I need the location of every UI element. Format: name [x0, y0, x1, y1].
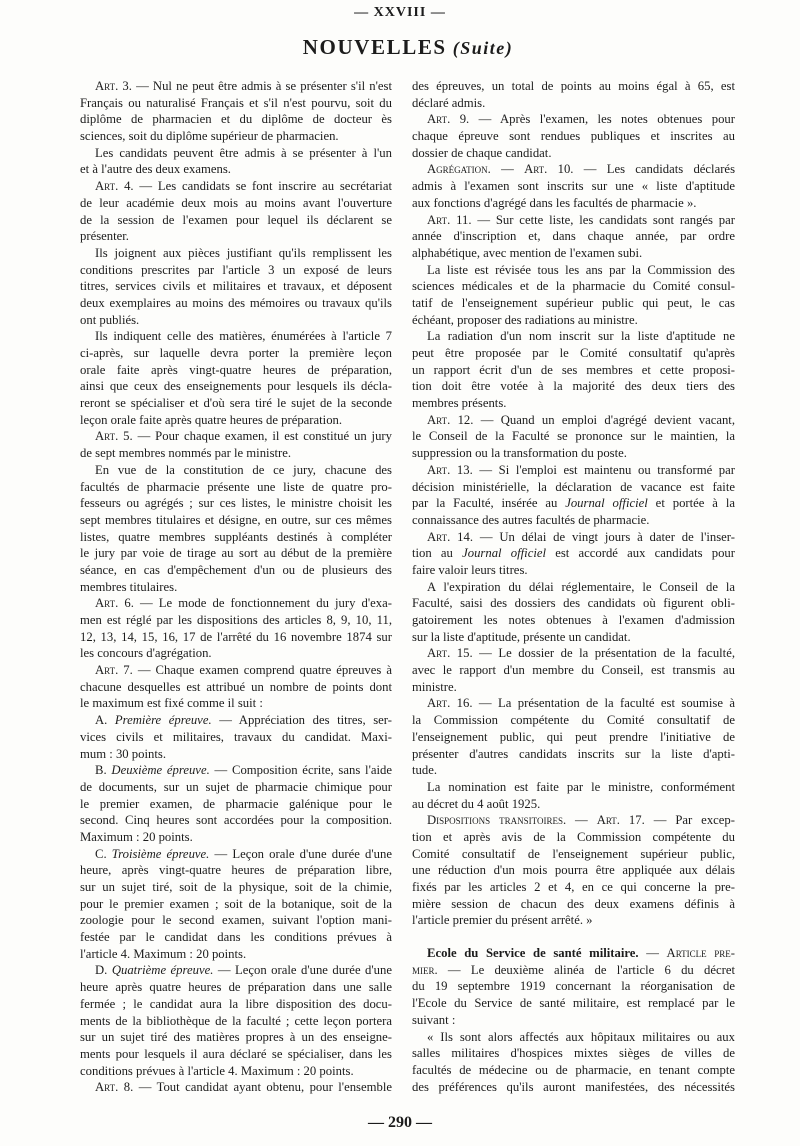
text-line: 12, 13, 14, 15, 16, 17 de l'arrêté du 16 novembre 1874 sur [80, 629, 392, 644]
small-caps-text: Agrégation. [427, 162, 491, 177]
text-line: heure après quatre heures de préparation dans une salle [80, 980, 392, 995]
text-run: — Pour chaque examen, il est constitué un jury [132, 429, 392, 444]
text-run: est accordé aux candidats pour [546, 546, 735, 561]
text-line: échéant, proposer des radiations au ministre. [412, 312, 638, 327]
text-line: men est réglé par les dispositions des articles 8, 9, 10, 11, [80, 613, 392, 627]
paragraph [80, 145, 392, 178]
small-caps-text: Art. 11. [427, 212, 472, 227]
paragraph [80, 78, 392, 145]
text-run: — Le dossier de la présentation de la faculté, [472, 646, 735, 661]
text-line: de la session de l'examen pour lequel ils déclarent se [80, 212, 392, 227]
text-line: deux exemplaires au moins des mémoires ou travaux qu'ils [80, 295, 392, 310]
paragraph [412, 779, 735, 812]
text-line: second. Cinq heures sont accordées pour la composition. [80, 813, 392, 828]
text-line: du 19 septembre 1919 concernant la réorganisation de [412, 979, 735, 994]
text-line: conditions prévues à l'article 4. Maximum : 20 points. [80, 1063, 354, 1078]
text-line: de documents, sur un sujet de pharmacie chimique pour [80, 779, 392, 794]
text-line [412, 812, 735, 829]
paragraph [412, 1029, 735, 1096]
small-caps-text: mier. [412, 962, 438, 977]
text-line [412, 529, 735, 546]
text-line [412, 462, 735, 479]
paragraph [412, 212, 735, 262]
text-line: déclaré admis. [412, 95, 486, 110]
text-run: — [638, 946, 667, 961]
text-line: reront se spécialiser et d'où sera tiré le sujet de la seconde [80, 396, 392, 411]
paragraph [80, 762, 392, 845]
text-run: — La présentation de la faculté est soumise à [472, 696, 735, 711]
text-line: des épreuves, un total de points au moins égal à 65, est [412, 79, 735, 93]
folio-header: — XXVIII — [354, 5, 446, 20]
text-line: l'article premier du présent arrêté. » [412, 913, 593, 928]
text-line: La nomination est faite par le ministre, conformément [427, 779, 735, 794]
text-line: tude. [412, 763, 438, 778]
text-line: La radiation d'un nom inscrit sur la liste d'aptitude ne [427, 329, 735, 344]
title-suffix: (Suite) [452, 38, 514, 58]
text-run: C. [95, 846, 112, 861]
text-line: Ils indiquent celle des matières, énumérées à l'article 7 [95, 329, 392, 344]
text-line: le Conseil de la Faculté se prononce sur le maintien, la [412, 429, 735, 444]
text-line: de leur académie deux mois au moins avant l'ouverture [80, 195, 392, 210]
text-line: heure, après vingt-quatre heures de préparation libre, [80, 863, 392, 878]
paragraph [80, 846, 392, 963]
text-line: mum : 30 points. [80, 746, 166, 761]
paragraph [80, 245, 392, 328]
text-line: ments pour lesquels il aura déclaré se spécialiser, dans les [80, 1046, 392, 1061]
paragraph [80, 428, 392, 461]
text-line: Faculté, saisi des dossiers des candidats où figurent obli- [412, 596, 735, 611]
small-caps-text: Art. 10. [524, 162, 574, 177]
text-line: sciences, soit du diplôme supérieur de pharmacien. [80, 129, 339, 144]
section-title [8, 35, 800, 60]
small-caps-text: Art. 6. [95, 596, 134, 611]
text-line: une réduction d'un mois pourra être appliquée aux délais [412, 863, 735, 878]
text-run: D. [95, 963, 112, 978]
text-line: le jury par voie de tirage au sort au début de la première [80, 546, 392, 561]
small-caps-text: Dispositions transitoires. [427, 813, 567, 828]
text-line: tatif de l'enseignement supérieur public qui peut, le cas [412, 295, 735, 310]
paragraph [80, 662, 392, 712]
text-run: — Les candidats déclarés [573, 162, 735, 177]
text-line: diplôme de pharmacien et du diplôme de docteur ès [80, 112, 392, 127]
text-line: Ils joignent aux pièces justifiant qu'ils remplissent les [95, 245, 392, 260]
text-line [412, 695, 735, 712]
paragraph [80, 462, 392, 596]
text-line: fixés par les articles 2 et 4, en ce qui concerne la pre- [412, 880, 735, 894]
text-line: pour le premier examen ; soit de la botanique, soit de la [80, 896, 392, 911]
text-line: zoologie pour le second examen, suivant l'option mani- [80, 913, 392, 928]
paragraph [412, 462, 735, 529]
text-line: chaque épreuve sont rendues publiques et inscrites au [412, 129, 735, 144]
text-line: un rapport écrit d'un de ses membres et cette proposi- [412, 362, 735, 377]
text-line [80, 962, 392, 979]
paragraph [412, 945, 735, 1028]
text-run: — Sur cette liste, les candidats sont rangés par [471, 212, 735, 227]
paragraph [80, 595, 392, 662]
text-run: — Tout candidat ayant obtenu, pour l'ensemble [133, 1080, 392, 1095]
text-line: Maximum : 20 points. [80, 829, 193, 844]
text-line: A l'expiration du délai réglementaire, le Conseil de la [427, 579, 735, 594]
paragraph [80, 712, 392, 762]
text-line: faire valoir leurs titres. [412, 562, 528, 577]
text-run: — Chaque examen comprend quatre épreuves à [132, 663, 392, 678]
paragraph [412, 529, 735, 579]
paragraph [80, 178, 392, 245]
text-run: — Un délai de vingt jours à dater de l'inser- [473, 529, 735, 544]
text-line: facultés de médecine ou de pharmacie, en tenant compte [412, 1062, 735, 1077]
text-line: la Commission compétente du Comité consultatif de [412, 713, 735, 728]
text-line: les concours d'agrégation. [80, 646, 212, 661]
paragraph [412, 812, 735, 929]
text-run: — Par excep- [644, 813, 735, 828]
text-line [80, 1079, 392, 1096]
paragraph [80, 962, 392, 1079]
text-line: présenter. [80, 229, 129, 244]
text-line: fermée ; le candidat aura la libre disposition des docu- [80, 996, 392, 1011]
text-run: — [566, 813, 597, 828]
text-line: des préférences qu'ils auront manifestées, des nécessités [412, 1079, 735, 1094]
text-line: de sept membres nommés par le ministre. [80, 446, 292, 461]
text-line: et à l'autre des deux examens. [80, 162, 231, 177]
text-section [80, 78, 392, 1096]
page-number: — 290 — [368, 1114, 432, 1131]
text-section-2 [412, 945, 735, 1095]
text-run: — Leçon orale d'une durée d'une [213, 963, 392, 978]
text-line: l'enseignement public, qui peut prendre l'initiative de [412, 729, 735, 744]
text-line: sur un sujet tiré, soit de la physique, soit de la chimie, [80, 880, 392, 894]
text-run: — Nul ne peut être admis à se présenter s'il n'est [131, 79, 392, 93]
title-text: NOUVELLES [302, 35, 447, 59]
text-line: présenter d'autres candidats inscrits sur la liste d'apti- [412, 746, 735, 761]
text-line: ments de la bibliothèque de la faculté ; cette leçon portera [80, 1013, 392, 1028]
text-line: « Ils sont alors affectés aux hôpitaux militaires ou aux [427, 1029, 735, 1044]
text-line [412, 161, 735, 178]
text-run: — Si l'emploi est maintenu ou transformé par [472, 462, 735, 477]
text-run: — Leçon orale d'une durée d'une [209, 846, 392, 861]
text-line: festée par le candidat dans les conditions prévues à [80, 930, 392, 945]
text-line: orale faite après vingt-quatre heures de préparation, [80, 362, 392, 377]
small-caps-text: Art. 17. [596, 813, 645, 828]
bold-heading: Ecole du Service de santé militaire. [427, 946, 639, 961]
text-line [412, 412, 735, 429]
text-line: ainsi que ceux des enseignements pour lesquels ils décla- [80, 379, 392, 394]
text-run: — Quand un emploi d'agrégé devient vacant, [473, 412, 735, 427]
paragraph [412, 328, 735, 411]
text-line [80, 662, 392, 679]
text-line: facultés de pharmacie présente une liste de quatre pro- [80, 479, 392, 494]
text-line: sept membres titulaires et désigne, en outre, sur ces mêmes [80, 512, 392, 527]
text-line: sur un sujet tiré des matières propres à un des enseigne- [80, 1030, 392, 1045]
text-line: ministre. [412, 679, 457, 694]
text-line [412, 545, 735, 562]
text-line [80, 595, 392, 612]
text-line: connaissance des autres facultés de pharmacie. [412, 512, 650, 527]
text-line: suppression ou la transformation du poste. [412, 446, 627, 461]
paragraph [412, 111, 735, 161]
text-line: ci-après, sur laquelle devra porter la première leçon [80, 346, 392, 360]
text-line [80, 428, 392, 445]
text-line: le maximum est fixé comme il suit : [80, 696, 263, 711]
text-line: chacune desquelles est attribué un nombre de points dont [80, 679, 392, 694]
text-line: titres, services civils et militaires et travaux, et déposent [80, 279, 392, 294]
text-line [80, 762, 392, 779]
text-line: La liste est révisée tous les ans par la Commission des [427, 262, 735, 277]
text-line [80, 178, 392, 195]
text-line: listes, quatre membres suppléants destinés à compléter [80, 529, 392, 544]
small-caps-text: Art. 12. [427, 412, 474, 427]
small-caps-text: Art. 7. [95, 663, 133, 678]
right-column [412, 78, 735, 1095]
text-line: au décret du 4 août 1925. [412, 796, 541, 811]
text-line: peut être proposée par le Comité consultatif qu'après [412, 346, 735, 360]
paragraph [412, 645, 735, 695]
text-line: Comité consultatif de l'enseignement supérieur public, [412, 846, 735, 861]
text-line: conditions prescrites par l'article 3 un exposé de leurs [80, 262, 392, 277]
small-caps-text: Art. 14. [427, 529, 473, 544]
text-line: mière session de chacun des deux examens définis à [412, 896, 735, 911]
italic-text: Journal officiel [565, 496, 648, 511]
text-line [412, 945, 735, 962]
text-line [412, 495, 735, 512]
text-run: par la Faculté, insérée au [412, 496, 566, 511]
text-line: tion doit être votée à la majorité des deux tiers des [412, 379, 735, 394]
small-caps-text: Art. 15. [427, 646, 473, 661]
text-line: vices civils et militaires, travaux du candidat. Maxi- [80, 729, 392, 744]
text-section [412, 78, 735, 929]
text-line: décision ministérielle, la déclaration de vacance est faite [412, 479, 735, 494]
text-line: fesseurs ou agrégés ; sur ces listes, le ministre choisit les [80, 496, 392, 511]
paragraph [412, 161, 735, 211]
paragraph [80, 328, 392, 428]
small-caps-text: Art. 5. [95, 429, 133, 444]
text-line [412, 212, 735, 229]
text-line: membres titulaires. [80, 579, 178, 594]
text-line [80, 78, 392, 95]
text-line: aux fonctions d'agrégé dans les facultés de pharmacie ». [412, 195, 697, 210]
text-run: A. [95, 713, 115, 728]
italic-text: Troisième épreuve. [111, 846, 210, 861]
small-caps-text: Art. 16. [427, 696, 473, 711]
small-caps-text: Art. 9. [427, 112, 470, 127]
text-run: B. [95, 763, 112, 778]
small-caps-text: Art. 4. [95, 179, 134, 194]
text-line: sur la liste d'aptitude, présente un candidat. [412, 629, 631, 644]
text-line: alphabétique, avec mention de l'examen subi. [412, 245, 643, 260]
text-line: l'article 4. Maximum : 20 points. [80, 946, 247, 961]
paragraph [80, 1079, 392, 1096]
text-line: membres présents. [412, 396, 507, 411]
text-line: admis à l'examen sont inscrits sur une « liste d'aptitude [412, 179, 735, 194]
text-run: — Le deuxième alinéa de l'article 6 du décret [437, 962, 735, 977]
text-line: tion et après avis de la Commission compétente du [412, 829, 735, 844]
text-run: — Le mode de fonctionnement du jury d'exa- [133, 596, 392, 611]
text-line: année d'inscription et, dans chaque année, par ordre [412, 229, 735, 244]
paragraph [412, 695, 735, 778]
text-run: tion au [412, 546, 463, 561]
text-line [412, 962, 735, 979]
text-line: salles militaires d'hospices mixtes sièges de villes de [412, 1046, 735, 1061]
text-line [412, 111, 735, 128]
text-line [412, 645, 735, 662]
text-run: — [490, 162, 525, 177]
paragraph [412, 579, 735, 646]
text-line [80, 846, 392, 863]
text-line: Les candidats peuvent être admis à se présenter à l'un [95, 145, 392, 160]
text-line: dossier de chaque candidat. [412, 145, 552, 160]
text-line: En vue de la constitution de ce jury, chacune des [95, 462, 392, 477]
text-run: — Composition écrite, sans l'aide [209, 763, 392, 778]
italic-text: Deuxième épreuve. [111, 763, 210, 778]
text-line: gatoirement les notes obtenues à l'examen d'admission [412, 613, 735, 627]
paragraph [412, 412, 735, 462]
text-run: et portée à la [647, 496, 735, 511]
text-line: l'Ecole du Service de santé militaire, est remplacé par le [412, 996, 735, 1011]
text-run: — Appréciation des titres, ser- [211, 713, 392, 728]
text-line: suivant : [412, 1012, 456, 1027]
text-run: — Après l'examen, les notes obtenues pour [469, 112, 735, 127]
text-line: séance, en cas d'empêchement d'un ou de plusieurs des [80, 562, 392, 577]
text-line: le premier examen, de pharmacie galénique pour le [80, 796, 392, 811]
small-caps-text: Art. 3. [95, 79, 132, 93]
text-line [80, 712, 392, 729]
italic-text: Journal officiel [462, 546, 547, 561]
text-run: — Les candidats se font inscrire au secrétariat [133, 179, 392, 194]
text-line: sciences médicales et de la pharmacie du Comité consul- [412, 279, 735, 294]
text-line: ont publiés. [80, 312, 140, 327]
paragraph [412, 78, 735, 111]
small-caps-text: Art. 13. [427, 462, 473, 477]
italic-text: Quatrième épreuve. [111, 963, 214, 978]
text-line: Français ou naturalisé Français et s'il n'est pourvu, soit du [80, 95, 392, 110]
text-line: avec le rapport d'un membre du Conseil, est transmis au [412, 663, 735, 678]
text-line: leçon orale faite après quatre heures de préparation. [80, 412, 343, 427]
left-column [80, 78, 392, 1096]
paragraph [412, 262, 735, 329]
italic-text: Première épreuve. [114, 713, 212, 728]
small-caps-text: Article pre- [666, 946, 735, 961]
small-caps-text: Art. 8. [95, 1080, 134, 1095]
